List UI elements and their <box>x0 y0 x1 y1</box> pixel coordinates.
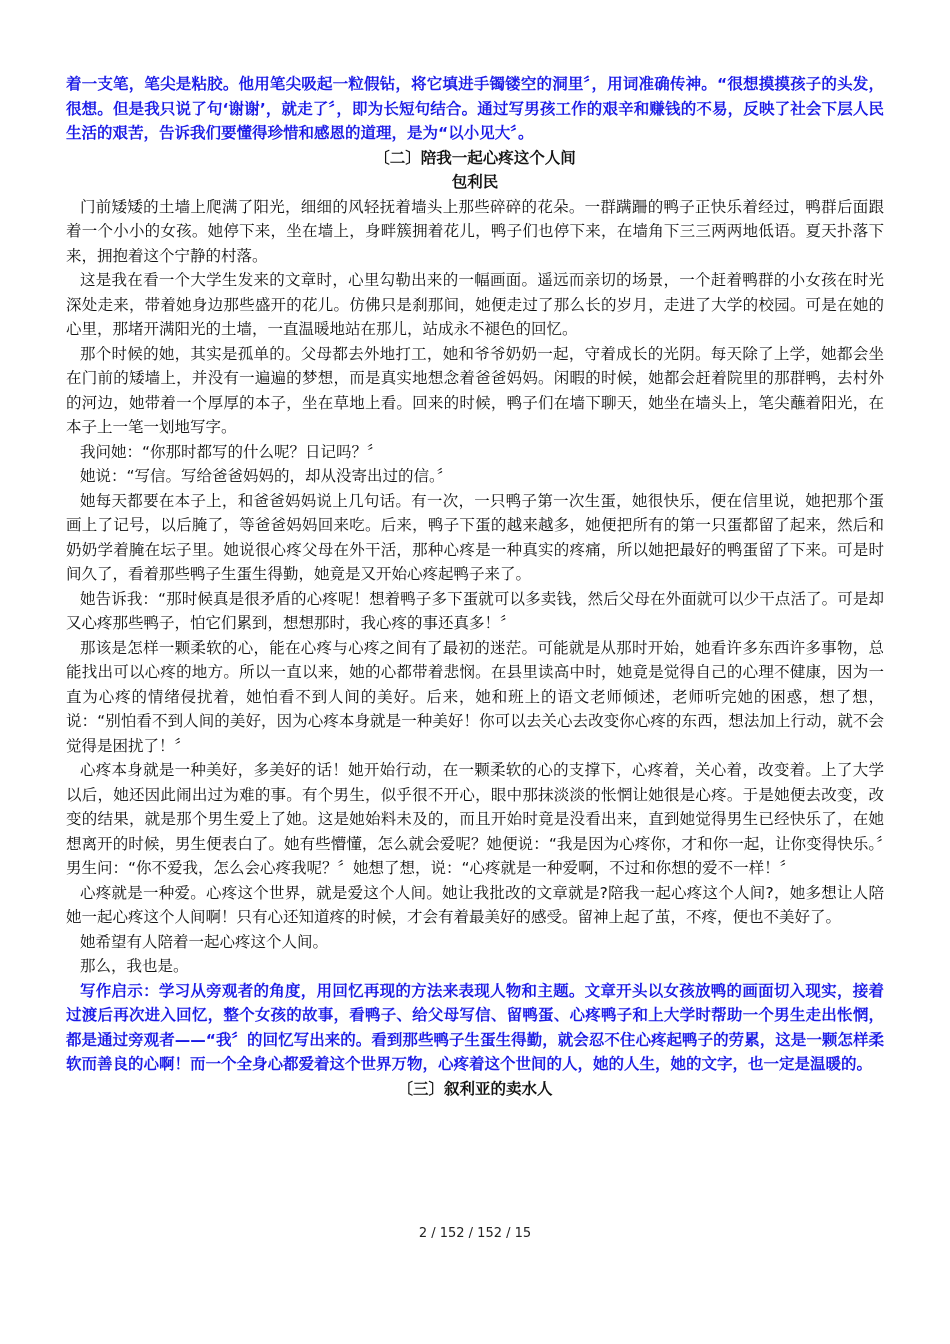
section-2-paragraph: 她说：“写信。写给爸爸妈妈的，却从没寄出过的信。〞 <box>80 467 453 485</box>
section-2-paragraph: 心疼就是一种爱。心疼这个世界，就是爱这个人间。她让我批改的文章就是?陪我一起心疼这个人间?，她多想让人陪她一起心疼这个人间啊！只有心还知道疼的时候，才会有着最美好的感受。留神上起了茧，不疼，便也不美好了。 <box>66 883 884 926</box>
section-2-paragraph: 心疼本身就是一种美好，多美好的话！她开始行动，在一颗柔软的心的支撑下，心疼着，关心着，改变着。上了大学以后，她还因此闹出过为难的事。有个男生，似乎很不开心，眼中那抹淡淡的怅惘让她很是心疼。于是她便去改变，改变的结果，就是那个男生爱上了她。这是她始料未及的，而且开始时竟是没看出来，直到她觉得男生已经快乐了，在她想离开的时候，男生便表白了。她有些懵懂，怎么就会爱呢？她便说：“我是因为心疼你，才和你一起，让你变得快乐。〞男生问：“你不爱我，怎么会心疼我呢？〞她想了想，说：“心疼就是一种爱啊，不过和你想的爱不一样！〞 <box>66 761 884 877</box>
page-number: 2 / 152 / 152 / 15 <box>418 1226 532 1241</box>
section-2-author: 包利民 <box>451 173 499 191</box>
writing-tip: 写作启示：学习从旁观者的角度，用回忆再现的方法来表现人物和主题。文章开头以女孩放鸭的画面切入现实，接着过渡后再次进入回忆，整个女孩的故事，看鸭子、给父母写信、留鸭蛋、心疼鸭子和上大学时帮助一个男生走出怅惘，都是通过旁观者——“我〞的回忆写出来的。看到那些鸭子生蛋生得勤，就会忍不住心疼起鸭子的劳累，这是一颗怎样柔软而善良的心啊！而一个全身心都爱着这个世界万物，心疼着这个世间的人，她的人生，她的文字，也一定是温暖的。 <box>66 981 884 1073</box>
section-2-paragraph: 她每天都要在本子上，和爸爸妈妈说上几句话。有一次，一只鸭子第一次生蛋，她很快乐，便在信里说，她把那个蛋画上了记号，以后腌了，等爸爸妈妈回来吃。后来，鸭子下蛋的越来越多，她便把所有的第一只蛋都留了起来，然后和奶奶学着腌在坛子里。她说很心疼父母在外干活，那种心疼是一种真实的疼痛，所以她把最好的鸭蛋留了下来。可是时间久了，看着那些鸭子生蛋生得勤，她竟是又开始心疼起鸭子来了。 <box>66 491 884 583</box>
section-2-paragraph: 那么，我也是。 <box>80 957 189 975</box>
section-2-paragraph: 我问她：“你那时都写的什么呢？日记吗？〞 <box>80 442 383 461</box>
section-2-paragraph: 门前矮矮的土墙上爬满了阳光，细细的风轻抚着墙头上那些碎碎的花朵。一群蹒跚的鸭子正快乐着经过，鸭群后面跟着一个小小的女孩。她停下来，坐在墙上，身畔簇拥着花儿，鸭子们也停下来，在墙角下三三两两地低语。夏天扑落下来，拥抱着这个宁静的村落。 <box>66 197 884 265</box>
intro-commentary: 着一支笔，笔尖是粘胶。他用笔尖吸起一粒假钻，将它填进手镯镂空的洞里〞，用词准确传神。“很想摸摸孩子的头发，很想。但是我只说了句‘谢谢’，就走了〞，即为长短句结合。通过写男孩工作的艰辛和赚钱的不易，反映了社会下层人民生活的艰苦，告诉我们要懂得珍惜和感恩的道理，是为“以小见大〞。 <box>66 75 884 142</box>
section-2-paragraph: 那该是怎样一颗柔软的心，能在心疼与心疼之间有了最初的迷茫。可能就是从那时开始，她看许多东西许多事物，总能找出可以心疼的地方。所以一直以来，她的心都带着悲悯。在县里读高中时，她竟是觉得自己的心理不健康，因为一直为心疼的情绪侵扰着，她怕看不到人间的美好。后来，她和班上的语文老师倾述，老师听完她的困惑，想了想，说：“别怕看不到人间的美好，因为心疼本身就是一种美好！你可以去关心去改变你心疼的东西，想法加上行动，就不会觉得是困扰了！〞 <box>66 638 884 755</box>
document-body <box>66 72 884 1101</box>
section-2-title: 〔二〕陪我一起心疼这个人间 <box>374 148 576 167</box>
section-3-title: 〔三〕叙利亚的卖水人 <box>397 1079 553 1098</box>
section-2-paragraph: 那个时候的她，其实是孤单的。父母都去外地打工，她和爷爷奶奶一起，守着成长的光阴。每天除了上学，她都会坐在门前的矮墙上，并没有一遍遍的梦想，而是真实地想念着爸爸妈妈。闲暇的时候，她都会赶着院里的那群鸭，去村外的河边，她带着一个厚厚的本子，坐在草地上看。回来的时候，鸭子们在墙下聊天，她坐在墙头上，笔尖蘸着阳光，在本子上一笔一划地写字。 <box>66 344 884 436</box>
section-2-paragraph: 这是我在看一个大学生发来的文章时，心里勾勒出来的一幅画面。遥远而亲切的场景，一个赶着鸭群的小女孩在时光深处走来，带着她身边那些盛开的花儿。仿佛只是刹那间，她便走过了那么长的岁月，走进了大学的校园。可是在她的心里，那堵开满阳光的土墙，一直温暖地站在那儿，站成永不褪色的回忆。 <box>66 271 884 338</box>
section-2-paragraph: 她告诉我：“那时候真是很矛盾的心疼呢！想着鸭子多下蛋就可以多卖钱，然后父母在外面就可以少干点活了。可是却又心疼那些鸭子，怕它们累到，想想那时，我心疼的事还真多！〞 <box>66 589 884 632</box>
section-2-paragraph: 她希望有人陪着一起心疼这个人间。 <box>80 932 329 951</box>
